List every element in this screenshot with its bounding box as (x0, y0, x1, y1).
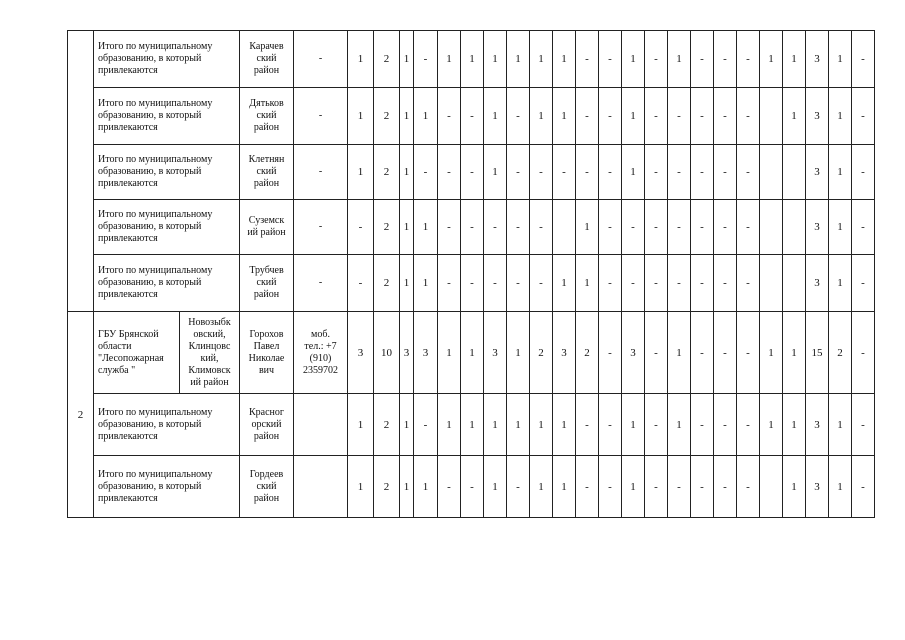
row-label-cell: Итого по муниципальному образованию, в который привлекаются (94, 394, 240, 456)
value-cell-20 (783, 145, 806, 200)
value-cell-21: 3 (806, 31, 829, 88)
value-cell-3: 1 (400, 145, 414, 200)
value-cell-13: 3 (622, 312, 645, 394)
value-cell-17: - (714, 200, 737, 255)
value-cell-14: - (645, 394, 668, 456)
row-label-cell: Итого по муниципальному образованию, в который привлекаются (94, 456, 240, 518)
value-cell-17: - (714, 88, 737, 145)
value-cell-9: 2 (530, 312, 553, 394)
value-cell-5: - (438, 200, 461, 255)
value-cell-5: 1 (438, 31, 461, 88)
value-cell-12: - (599, 200, 622, 255)
value-cell-22: 1 (829, 88, 852, 145)
row-label-cell: Итого по муниципальному образованию, в который привлекаются (94, 88, 240, 145)
contact-cell: - (294, 31, 348, 88)
table-row (68, 255, 875, 312)
value-cell-5: 1 (438, 394, 461, 456)
value-cell-19 (760, 200, 783, 255)
row-index-cell (68, 31, 94, 312)
value-cell-6: - (461, 456, 484, 518)
value-cell-13: 1 (622, 31, 645, 88)
value-cell-2: 2 (374, 145, 400, 200)
contact-cell: - (294, 88, 348, 145)
value-cell-16: - (691, 200, 714, 255)
value-cell-20 (783, 255, 806, 312)
value-cell-14: - (645, 255, 668, 312)
value-cell-9: 1 (530, 394, 553, 456)
value-cell-5: - (438, 456, 461, 518)
value-cell-20 (783, 200, 806, 255)
value-cell-3: 1 (400, 255, 414, 312)
responsible-person-cell: Горохов Павел Николае вич (240, 312, 294, 394)
value-cell-5: - (438, 145, 461, 200)
table-row (68, 145, 875, 200)
value-cell-9: 1 (530, 456, 553, 518)
value-cell-11: - (576, 145, 599, 200)
district-cell: Карачев ский район (240, 31, 294, 88)
value-cell-1: 1 (348, 394, 374, 456)
value-cell-17: - (714, 394, 737, 456)
value-cell-12: - (599, 255, 622, 312)
value-cell-19: 1 (760, 31, 783, 88)
value-cell-2: 10 (374, 312, 400, 394)
value-cell-13: - (622, 200, 645, 255)
value-cell-7: 1 (484, 394, 507, 456)
value-cell-17: - (714, 456, 737, 518)
value-cell-4: - (414, 394, 438, 456)
org-name-cell: ГБУ Брянской области "Лесопожарная служба " (94, 312, 180, 394)
value-cell-11: - (576, 88, 599, 145)
value-cell-6: - (461, 255, 484, 312)
value-cell-15: - (668, 456, 691, 518)
contact-cell: - (294, 145, 348, 200)
district-cell: Дятьков ский район (240, 88, 294, 145)
value-cell-21: 3 (806, 88, 829, 145)
value-cell-8: 1 (507, 394, 530, 456)
value-cell-4: 1 (414, 255, 438, 312)
value-cell-11: 2 (576, 312, 599, 394)
value-cell-16: - (691, 255, 714, 312)
value-cell-19 (760, 88, 783, 145)
value-cell-15: 1 (668, 31, 691, 88)
value-cell-16: - (691, 145, 714, 200)
value-cell-7: 1 (484, 88, 507, 145)
row-index-cell: 2 (68, 312, 94, 518)
value-cell-18: - (737, 312, 760, 394)
value-cell-20: 1 (783, 394, 806, 456)
value-cell-7: - (484, 255, 507, 312)
value-cell-2: 2 (374, 255, 400, 312)
value-cell-1: 1 (348, 31, 374, 88)
value-cell-4: 1 (414, 88, 438, 145)
value-cell-4: 3 (414, 312, 438, 394)
value-cell-8: - (507, 456, 530, 518)
value-cell-2: 2 (374, 31, 400, 88)
value-cell-14: - (645, 200, 668, 255)
value-cell-8: 1 (507, 31, 530, 88)
service-area-cell: Новозыбк овский, Клинцовс кий, Климовск ий район (180, 312, 240, 394)
value-cell-18: - (737, 255, 760, 312)
value-cell-1: 1 (348, 145, 374, 200)
value-cell-23: - (852, 31, 875, 88)
value-cell-18: - (737, 31, 760, 88)
value-cell-21: 3 (806, 200, 829, 255)
value-cell-12: - (599, 145, 622, 200)
value-cell-13: 1 (622, 88, 645, 145)
value-cell-6: - (461, 88, 484, 145)
contact-cell: - (294, 200, 348, 255)
value-cell-3: 1 (400, 456, 414, 518)
value-cell-12: - (599, 456, 622, 518)
value-cell-14: - (645, 88, 668, 145)
value-cell-8: 1 (507, 312, 530, 394)
value-cell-2: 2 (374, 394, 400, 456)
value-cell-4: 1 (414, 456, 438, 518)
value-cell-8: - (507, 200, 530, 255)
value-cell-13: 1 (622, 145, 645, 200)
value-cell-1: 1 (348, 88, 374, 145)
value-cell-18: - (737, 456, 760, 518)
value-cell-17: - (714, 255, 737, 312)
value-cell-10: 1 (553, 31, 576, 88)
table-row (68, 456, 875, 518)
value-cell-18: - (737, 200, 760, 255)
data-table (67, 30, 875, 518)
value-cell-9: - (530, 145, 553, 200)
value-cell-7: - (484, 200, 507, 255)
value-cell-4: - (414, 145, 438, 200)
value-cell-22: 1 (829, 200, 852, 255)
value-cell-5: 1 (438, 312, 461, 394)
district-cell: Красног орский район (240, 394, 294, 456)
value-cell-4: - (414, 31, 438, 88)
value-cell-14: - (645, 456, 668, 518)
value-cell-1: - (348, 255, 374, 312)
value-cell-13: - (622, 255, 645, 312)
value-cell-21: 3 (806, 394, 829, 456)
value-cell-19: 1 (760, 394, 783, 456)
contact-cell: моб. тел.: +7 (910) 2359702 (294, 312, 348, 394)
value-cell-7: 3 (484, 312, 507, 394)
value-cell-13: 1 (622, 394, 645, 456)
value-cell-20: 1 (783, 456, 806, 518)
value-cell-23: - (852, 255, 875, 312)
value-cell-9: - (530, 255, 553, 312)
value-cell-19 (760, 255, 783, 312)
value-cell-3: 1 (400, 200, 414, 255)
value-cell-22: 1 (829, 255, 852, 312)
value-cell-10: 3 (553, 312, 576, 394)
value-cell-8: - (507, 255, 530, 312)
row-label-cell: Итого по муниципальному образованию, в который привлекаются (94, 200, 240, 255)
value-cell-9: 1 (530, 88, 553, 145)
value-cell-22: 1 (829, 394, 852, 456)
value-cell-16: - (691, 31, 714, 88)
value-cell-22: 1 (829, 31, 852, 88)
value-cell-10: 1 (553, 456, 576, 518)
value-cell-15: - (668, 145, 691, 200)
value-cell-15: - (668, 255, 691, 312)
value-cell-7: 1 (484, 456, 507, 518)
value-cell-20: 1 (783, 312, 806, 394)
table-row (68, 394, 875, 456)
district-cell: Гордеев ский район (240, 456, 294, 518)
value-cell-16: - (691, 88, 714, 145)
row-label-cell: Итого по муниципальному образованию, в который привлекаются (94, 31, 240, 88)
value-cell-16: - (691, 456, 714, 518)
row-label-cell: Итого по муниципальному образованию, в который привлекаются (94, 145, 240, 200)
value-cell-11: - (576, 456, 599, 518)
value-cell-1: - (348, 200, 374, 255)
value-cell-18: - (737, 394, 760, 456)
value-cell-3: 1 (400, 88, 414, 145)
contact-cell (294, 456, 348, 518)
district-cell: Суземск ий район (240, 200, 294, 255)
value-cell-20: 1 (783, 31, 806, 88)
value-cell-17: - (714, 145, 737, 200)
value-cell-17: - (714, 31, 737, 88)
value-cell-23: - (852, 312, 875, 394)
value-cell-9: - (530, 200, 553, 255)
table-row (68, 312, 875, 394)
value-cell-6: 1 (461, 312, 484, 394)
value-cell-15: - (668, 88, 691, 145)
value-cell-14: - (645, 145, 668, 200)
value-cell-8: - (507, 88, 530, 145)
value-cell-5: - (438, 255, 461, 312)
value-cell-21: 3 (806, 255, 829, 312)
value-cell-6: - (461, 145, 484, 200)
value-cell-19 (760, 145, 783, 200)
value-cell-6: 1 (461, 31, 484, 88)
table-row (68, 200, 875, 255)
value-cell-2: 2 (374, 88, 400, 145)
value-cell-17: - (714, 312, 737, 394)
value-cell-21: 3 (806, 456, 829, 518)
value-cell-1: 1 (348, 456, 374, 518)
contact-cell (294, 394, 348, 456)
value-cell-11: 1 (576, 200, 599, 255)
value-cell-18: - (737, 145, 760, 200)
value-cell-15: 1 (668, 394, 691, 456)
value-cell-1: 3 (348, 312, 374, 394)
value-cell-22: 1 (829, 145, 852, 200)
value-cell-15: 1 (668, 312, 691, 394)
row-label-cell: Итого по муниципальному образованию, в который привлекаются (94, 255, 240, 312)
value-cell-8: - (507, 145, 530, 200)
table-row (68, 88, 875, 145)
value-cell-3: 1 (400, 394, 414, 456)
value-cell-3: 1 (400, 31, 414, 88)
value-cell-22: 1 (829, 456, 852, 518)
value-cell-14: - (645, 31, 668, 88)
value-cell-19 (760, 456, 783, 518)
value-cell-9: 1 (530, 31, 553, 88)
value-cell-10: 1 (553, 88, 576, 145)
value-cell-23: - (852, 456, 875, 518)
value-cell-11: 1 (576, 255, 599, 312)
value-cell-18: - (737, 88, 760, 145)
value-cell-6: 1 (461, 394, 484, 456)
contact-cell: - (294, 255, 348, 312)
value-cell-11: - (576, 394, 599, 456)
value-cell-5: - (438, 88, 461, 145)
value-cell-16: - (691, 312, 714, 394)
value-cell-2: 2 (374, 200, 400, 255)
value-cell-12: - (599, 394, 622, 456)
value-cell-10: 1 (553, 394, 576, 456)
value-cell-11: - (576, 31, 599, 88)
value-cell-10 (553, 200, 576, 255)
value-cell-12: - (599, 312, 622, 394)
value-cell-2: 2 (374, 456, 400, 518)
value-cell-23: - (852, 145, 875, 200)
value-cell-21: 15 (806, 312, 829, 394)
value-cell-20: 1 (783, 88, 806, 145)
district-cell: Трубчев ский район (240, 255, 294, 312)
value-cell-16: - (691, 394, 714, 456)
value-cell-19: 1 (760, 312, 783, 394)
value-cell-10: - (553, 145, 576, 200)
value-cell-6: - (461, 200, 484, 255)
value-cell-23: - (852, 88, 875, 145)
value-cell-23: - (852, 394, 875, 456)
value-cell-14: - (645, 312, 668, 394)
value-cell-15: - (668, 200, 691, 255)
value-cell-12: - (599, 88, 622, 145)
value-cell-4: 1 (414, 200, 438, 255)
value-cell-13: 1 (622, 456, 645, 518)
value-cell-10: 1 (553, 255, 576, 312)
value-cell-23: - (852, 200, 875, 255)
value-cell-7: 1 (484, 145, 507, 200)
value-cell-7: 1 (484, 31, 507, 88)
value-cell-3: 3 (400, 312, 414, 394)
district-cell: Клетнян ский район (240, 145, 294, 200)
value-cell-22: 2 (829, 312, 852, 394)
table-row (68, 31, 875, 88)
value-cell-12: - (599, 31, 622, 88)
value-cell-21: 3 (806, 145, 829, 200)
